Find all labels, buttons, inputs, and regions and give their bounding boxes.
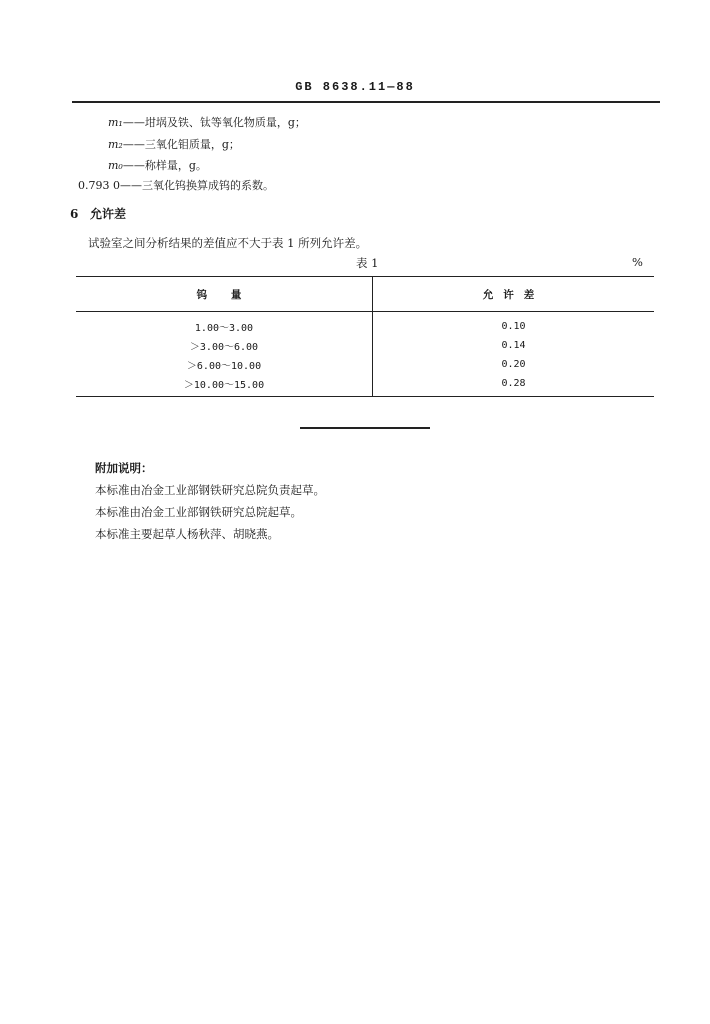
definition-m2 — [108, 136, 240, 152]
table-header-row — [76, 277, 654, 312]
table-row — [76, 312, 654, 337]
section-heading — [70, 205, 126, 222]
cell-range: ＞6.00～10.00 — [76, 355, 373, 374]
definition-text: ——坩埚及铁、钛等氧化物质量，g； — [122, 116, 306, 129]
cell-tolerance: 0.20 — [501, 359, 526, 370]
note-line: 本标准由冶金工业部钢铁研究总院起草。 — [95, 505, 302, 519]
symbol: m₂ — [108, 138, 123, 151]
document-code: GB 8638.11—88 — [295, 80, 415, 94]
requirement-paragraph: 试验室之间分析结果的差值应不大于表 1 所列允许差。 — [88, 236, 368, 250]
tolerance-table — [76, 276, 654, 397]
column-header-tolerance: 允许差 — [373, 277, 655, 312]
symbol: m₀ — [108, 159, 123, 172]
table-row — [76, 374, 654, 397]
table-row — [76, 355, 654, 374]
table-row — [76, 336, 654, 355]
definition-text: ——三氧化钨换算成钨的系数。 — [120, 179, 274, 192]
notes-title: 附加说明： — [95, 461, 153, 475]
section-number: 6 — [70, 207, 79, 221]
table-caption: 表 1 — [356, 256, 379, 270]
table-unit: % — [632, 255, 643, 269]
header-rule — [72, 101, 660, 103]
cell-range: 1.00～3.00 — [76, 312, 373, 337]
definition-text: ——称样量，g。 — [122, 159, 207, 172]
section-title: 允许差 — [90, 207, 127, 221]
note-line: 本标准由冶金工业部钢铁研究总院负责起草。 — [95, 483, 325, 497]
symbol: 0.793 0 — [78, 179, 120, 192]
definition-m1 — [108, 114, 306, 130]
definition-text: ——三氧化钼质量，g； — [122, 138, 240, 151]
cell-range: ＞10.00～15.00 — [76, 374, 373, 397]
end-of-standard-rule — [300, 427, 430, 429]
cell-tolerance: 0.10 — [501, 321, 526, 332]
column-header-tungsten: 钨 量 — [76, 277, 373, 312]
definition-m0 — [108, 157, 207, 173]
definition-coefficient — [78, 177, 274, 193]
note-line: 本标准主要起草人杨秋萍、胡晓燕。 — [95, 527, 279, 541]
symbol: m₁ — [108, 116, 123, 129]
cell-range: ＞3.00～6.00 — [76, 336, 373, 355]
cell-tolerance: 0.14 — [501, 340, 526, 351]
cell-tolerance: 0.28 — [373, 374, 655, 397]
